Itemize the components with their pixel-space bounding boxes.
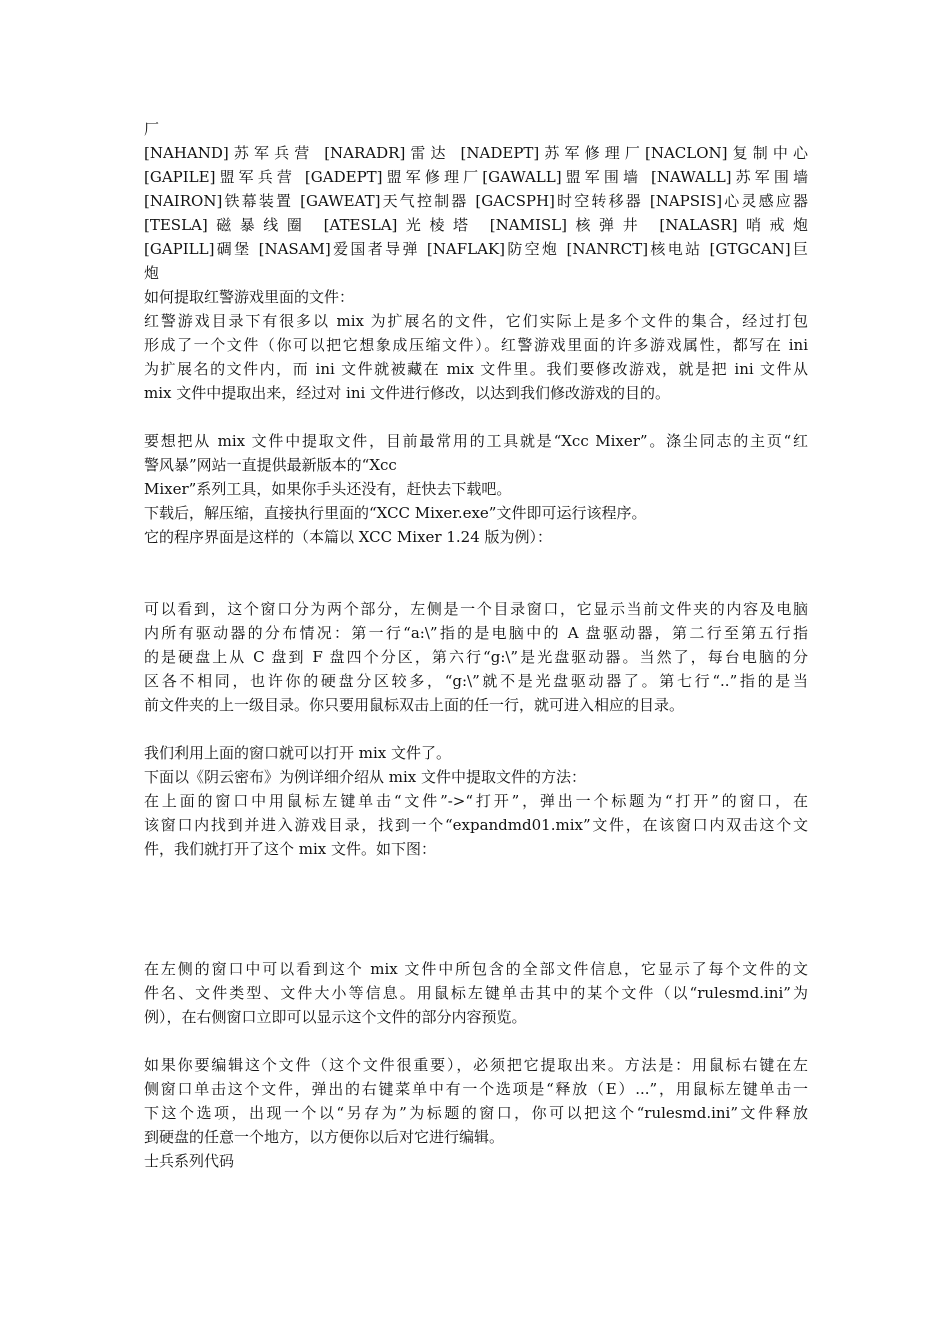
document-body xyxy=(144,117,808,1173)
text-line: 侧窗口单击这个文件，弹出的右键菜单中有一个选项是“释放（E）...”，用鼠标左键单击一 xyxy=(144,1080,808,1098)
text-line: 区各不相同，也许你的硬盘分区较多，“g:\”就不是光盘驱动器了。第七行“..”指的是当 xyxy=(144,672,808,690)
text-line: [NAIRON]铁幕装置 [GAWEAT]天气控制器 [GACSPH]时空转移器 [NAPSIS]心灵感应器 xyxy=(144,192,808,210)
text-line: 例），在右侧窗口立即可以显示这个文件的部分内容预览。 xyxy=(144,1008,527,1026)
text-line: 件名、文件类型、文件大小等信息。用鼠标左键单击其中的某个文件（以“rulesmd.ini”为 xyxy=(144,984,808,1002)
text-line: 在上面的窗口中用鼠标左键单击“文件”->“打开”，弹出一个标题为“打开”的窗口，在 xyxy=(144,792,808,810)
blank-line xyxy=(144,405,808,429)
text-line: mix 文件中提取出来，经过对 ini 文件进行修改，以达到我们修改游戏的目的。 xyxy=(144,384,671,402)
text-line: [GAPILL]碉堡 [NASAM]爱国者导弹 [NAFLAK]防空炮 [NANRCT]核电站 [GTGCAN]巨 xyxy=(144,240,808,258)
text-line: 形成了一个文件（你可以把它想象成压缩文件）。红警游戏里面的许多游戏属性，都写在 ini xyxy=(144,336,808,354)
text-line: [GAPILE]盟军兵营 [GADEPT]盟军修理厂[GAWALL]盟军围墙 [NAWALL]苏军围墙 xyxy=(144,168,808,186)
text-line: 炮 xyxy=(144,264,160,282)
text-line: 厂 xyxy=(144,120,160,138)
text-line: 下载后，解压缩，直接执行里面的“XCC Mixer.exe”文件即可运行该程序。 xyxy=(144,504,647,522)
text-line: [TESLA]磁暴线圈 [ATESLA]光棱塔 [NAMISL]核弹井 [NALASR]哨戒炮 xyxy=(144,216,808,234)
section-heading: 士兵系列代码 xyxy=(144,1152,235,1170)
section-heading: 如何提取红警游戏里面的文件： xyxy=(144,288,355,306)
image-placeholder-gap xyxy=(144,549,808,597)
text-line: 在左侧的窗口中可以看到这个 mix 文件中所包含的全部文件信息，它显示了每个文件的文 xyxy=(144,960,808,978)
text-line: 下这个选项，出现一个以“另存为”为标题的窗口，你可以把这个“rulesmd.ini”文件释放 xyxy=(144,1104,808,1122)
text-line: 我们利用上面的窗口就可以打开 mix 文件了。 xyxy=(144,744,452,762)
text-line: 的是硬盘上从 C 盘到 F 盘四个分区，第六行“g:\”是光盘驱动器。当然了，每台电脑的分 xyxy=(144,648,808,666)
blank-line xyxy=(144,717,808,741)
text-line: 红警游戏目录下有很多以 mix 为扩展名的文件，它们实际上是多个文件的集合，经过打包 xyxy=(144,312,808,330)
text-line: 前文件夹的上一级目录。你只要用鼠标双击上面的任一行，就可进入相应的目录。 xyxy=(144,696,685,714)
text-line: 到硬盘的任意一个地方，以方便你以后对它进行编辑。 xyxy=(144,1128,505,1146)
text-line: 如果你要编辑这个文件（这个文件很重要），必须把它提取出来。方法是：用鼠标右键在左 xyxy=(144,1056,808,1074)
text-line: 该窗口内找到并进入游戏目录，找到一个“expandmd01.mix”文件，在该窗口内双击这个文 xyxy=(144,816,808,834)
text-line: 警风暴”网站一直提供最新版本的“Xcc xyxy=(144,456,397,474)
image-placeholder-gap xyxy=(144,861,808,957)
text-line: 为扩展名的文件内，而 ini 文件就被藏在 mix 文件里。我们要修改游戏，就是把 ini 文件从 xyxy=(144,360,808,378)
text-line: Mixer”系列工具，如果你手头还没有，赶快去下载吧。 xyxy=(144,480,512,498)
text-line: 下面以《阴云密布》为例详细介绍从 mix 文件中提取文件的方法： xyxy=(144,768,587,786)
text-line: 件，我们就打开了这个 mix 文件。如下图： xyxy=(144,840,437,858)
blank-line xyxy=(144,1029,808,1053)
text-line: [NAHAND]苏军兵营 [NARADR]雷达 [NADEPT]苏军修理厂[NACLON]复制中心 xyxy=(144,144,808,162)
text-line: 可以看到，这个窗口分为两个部分，左侧是一个目录窗口，它显示当前文件夹的内容及电脑 xyxy=(144,600,808,618)
text-line: 内所有驱动器的分布情况：第一行“a:\”指的是电脑中的 A 盘驱动器，第二行至第五行指 xyxy=(144,624,808,642)
text-line: 它的程序界面是这样的（本篇以 XCC Mixer 1.24 版为例）： xyxy=(144,528,553,546)
text-line: 要想把从 mix 文件中提取文件，目前最常用的工具就是“Xcc Mixer”。涤尘同志的主页“红 xyxy=(144,432,808,450)
